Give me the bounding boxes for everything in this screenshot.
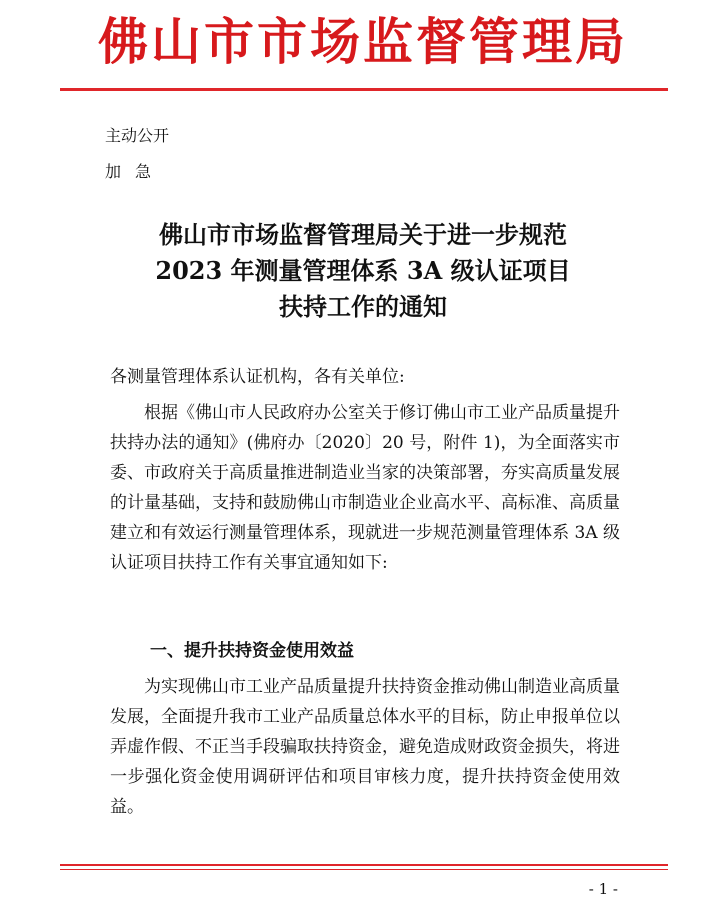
paragraph-text: 为实现佛山市工业产品质量提升扶持资金推动佛山制造业高质量发展，全面提升我市工业产品质量总体水平的目标，防止申报单位以弄虚作假、不正当手段骗取扶持资金，避免造成财政资金损失，将进一步强化资金使用调研评估和项目审核力度，提升扶持资金使用效益。	[110, 677, 620, 817]
body-paragraph-2	[110, 672, 620, 822]
masthead-divider	[60, 88, 668, 91]
document-title-line: 扶持工作的通知	[279, 292, 447, 321]
document-title-line: 佛山市市场监督管理局关于进一步规范	[159, 220, 567, 249]
disclosure-label: 主动公开	[105, 126, 170, 145]
footer-divider-thin	[60, 869, 668, 870]
paragraph-text: 根据《佛山市人民政府办公室关于修订佛山市工业产品质量提升扶持办法的通知》(佛府办〔2020〕20 号，附件 1)，为全面落实市委、市政府关于高质量推进制造业当家的决策部署，夯实高质量发展的计量基础，支持和鼓励佛山市制造业企业高水平、高标准、高质量建立和有效运行测量管理体系，现就进一步规范测量管理体系 3A 级认证项目扶持工作有关事宜通知如下:	[110, 403, 620, 573]
salutation: 各测量管理体系认证机构，各有关单位:	[110, 367, 405, 387]
body-paragraph-1	[110, 398, 620, 578]
section-heading-1: 一、提升扶持资金使用效益	[150, 641, 354, 661]
document-title	[70, 217, 656, 325]
document-title-line: 2023 年测量管理体系 3A 级认证项目	[155, 256, 571, 285]
urgency-label: 加急	[105, 162, 166, 181]
masthead-title: 佛山市市场监督管理局	[98, 12, 628, 71]
footer-divider-thick	[60, 864, 668, 866]
page-number: - 1 -	[588, 880, 618, 898]
